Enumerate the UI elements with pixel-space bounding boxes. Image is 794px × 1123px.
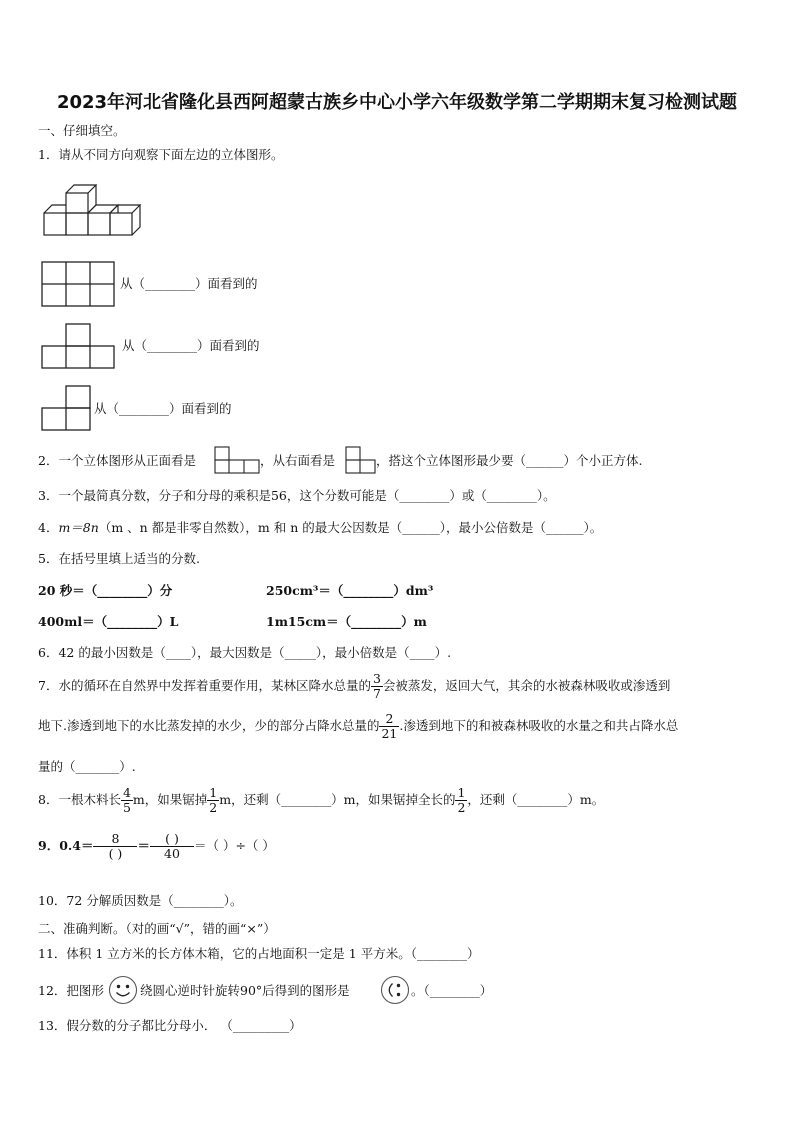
question-5-b: 250cm³＝（________）dm³ — [266, 583, 434, 598]
question-4-number: 4． — [38, 520, 59, 535]
view-2-answer: 从（________）面看到的 — [122, 338, 260, 353]
question-10: 10．72 分解质因数是（________）。 — [38, 893, 243, 908]
question-11: 11．体积 1 立方米的长方体木箱，它的占地面积一定是 1 平方米。（________） — [38, 946, 480, 961]
section-1-heading: 一、仔细填空。 — [38, 123, 126, 138]
question-2-part-c: ，搭这个立体图形最少要（______）个小正方体. — [376, 453, 643, 468]
fraction-3-7: $\frac{3}{7}$ — [372, 671, 381, 701]
question-9-part-b: ＝（ ）÷（ ） — [193, 838, 275, 853]
question-2-part-b: ，从右面看是 — [260, 453, 336, 468]
question-5-c: 400ml＝（________）L — [38, 614, 179, 629]
question-7-part-e: 量的（_______）. — [38, 759, 136, 774]
question-9-part-a: 9．0.4＝ — [38, 838, 94, 853]
question-7-part-c: 地下.渗透到地下的水比蒸发掉的水少，少的部分占降水总量的 — [38, 718, 380, 733]
question-4-expression: m＝8n — [58, 520, 99, 535]
question-2-part-a: 2．一个立体图形从正面看是 — [38, 453, 196, 468]
view-grid-2x3 — [41, 261, 115, 307]
section-2-heading: 二、准确判断。（对的画“√”，错的画“×”） — [38, 921, 276, 936]
right-view-icon — [345, 446, 377, 474]
fraction-1-2-a: $\frac{1}{2}$ — [209, 785, 218, 815]
rotated-face-icon — [380, 975, 410, 1005]
question-13: 13．假分数的分子都比分母小． （_________） — [38, 1018, 302, 1033]
page-title: 2023年河北省隆化县西阿超蒙古族乡中心小学六年级数学第二学期期末复习检测试题 — [56, 92, 738, 113]
question-5-a: 20 秒＝（________）分 — [38, 583, 173, 598]
fraction-4-5: $\frac{4}{5}$ — [122, 785, 131, 815]
fraction-2-21: $\frac{2}{21}$ — [381, 711, 398, 741]
view-t-shape — [41, 323, 115, 369]
question-8-part-b: m，如果锯掉 — [132, 792, 208, 807]
cube-figure — [42, 183, 142, 241]
question-8-part-a: 8．一根木料长 — [38, 792, 121, 807]
question-7-part-b: 会被蒸发，返回大气，其余的水被森林吸收或渗透到 — [382, 678, 671, 693]
question-12-part-a: 12．把图形 — [38, 983, 104, 998]
front-view-icon — [214, 446, 260, 474]
question-9-equals: ＝ — [137, 838, 150, 853]
question-7-part-d: .渗透到地下的和被森林吸收的水量之和共占降水总 — [399, 718, 679, 733]
fraction-8-blank: $\frac{8}{( )}$ — [93, 832, 137, 861]
question-8-part-c: m，还剩（________）m，如果锯掉全长的 — [219, 792, 456, 807]
view-l-shape — [41, 385, 91, 431]
question-5-d: 1m15cm＝（________）m — [266, 614, 427, 629]
view-3-answer: 从（________）面看到的 — [94, 401, 232, 416]
question-1-text: 1．请从不同方向观察下面左边的立体图形。 — [38, 147, 284, 162]
question-6: 6．42 的最小因数是（____），最大因数是（_____），最小倍数是（____）. — [38, 645, 452, 660]
question-4-text: （m 、n 都是非零自然数），m 和 n 的最大公因数是（______），最小公倍数是（______）。 — [98, 520, 603, 535]
fraction-1-2-b: $\frac{1}{2}$ — [457, 785, 466, 815]
question-8-part-d: ，还剩（________）m。 — [467, 792, 605, 807]
smiley-face-icon — [108, 975, 138, 1005]
question-12-part-b: 绕圆心逆时针旋转90°后得到的图形是 — [140, 983, 350, 998]
fraction-blank-40: $\frac{( )}{40}$ — [150, 832, 194, 861]
question-7-part-a: 7．水的循环在自然界中发挥着重要作用，某林区降水总量的 — [38, 678, 371, 693]
question-12-part-c: 。（________） — [411, 983, 493, 998]
question-3: 3．一个最简真分数，分子和分母的乘积是56，这个分数可能是（________）或（________）。 — [38, 488, 556, 503]
view-1-answer: 从（________）面看到的 — [120, 276, 258, 291]
question-5-text: 5．在括号里填上适当的分数. — [38, 551, 200, 566]
